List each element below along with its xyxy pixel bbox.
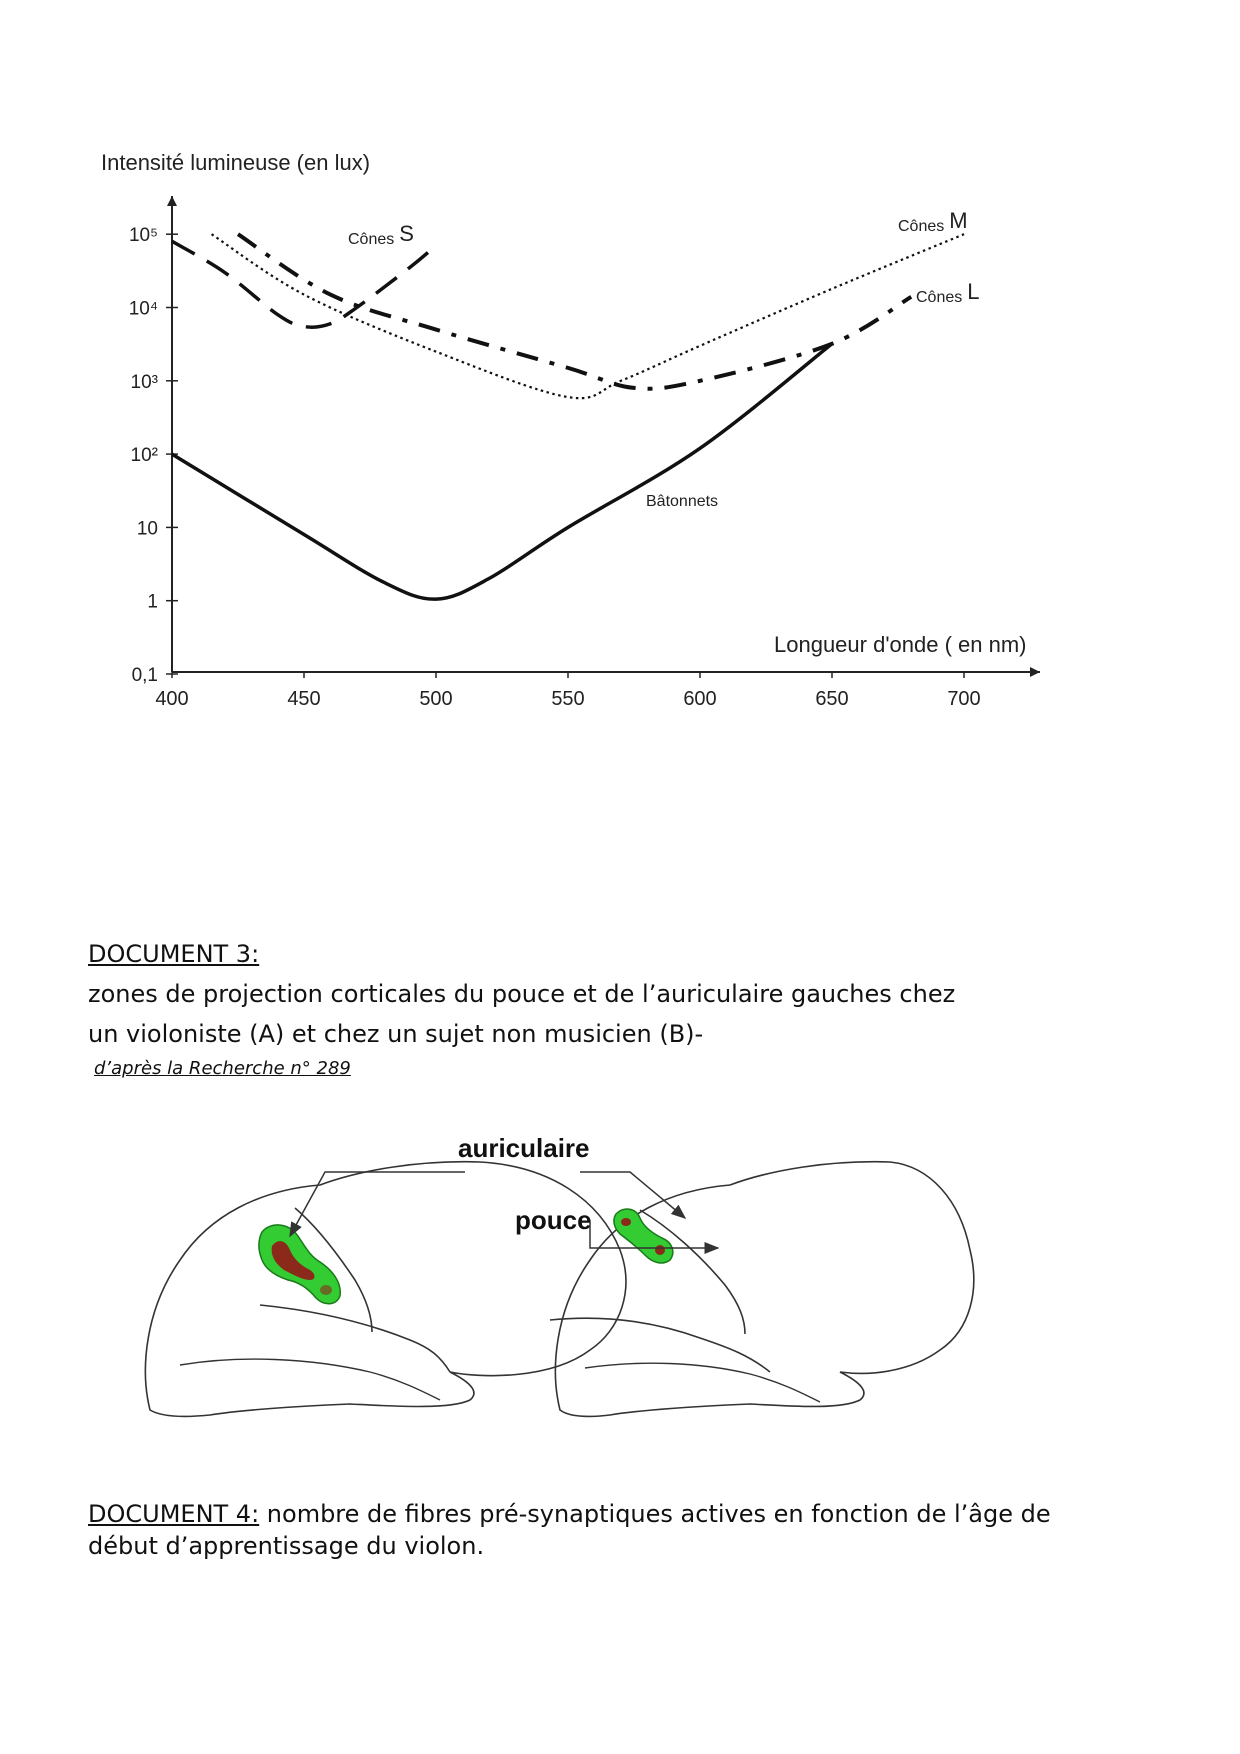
x-axis-label: Longueur d'onde ( en nm) [774, 632, 1027, 657]
x-tick-label: 400 [155, 688, 189, 710]
x-tick-label: 650 [815, 688, 849, 710]
y-tick-label: 0,1 [131, 665, 158, 686]
brain-figure [120, 1110, 1000, 1440]
series-labels [348, 208, 980, 510]
document-3 [88, 934, 1188, 1084]
y-tick-label: 10⁴ [128, 298, 158, 320]
y-ticks [129, 225, 178, 686]
series-layer [172, 234, 964, 599]
brain-a-lateral-sulcus [260, 1305, 450, 1372]
document-4 [88, 1498, 1108, 1562]
x-tick-label: 600 [683, 688, 717, 710]
chart-axes [167, 196, 1040, 677]
brain-a [145, 1162, 625, 1417]
sensitivity-chart [0, 0, 1240, 760]
y-tick-label: 10³ [130, 371, 158, 393]
series-line-c-nes-s [172, 241, 436, 327]
label-pouce: pouce [515, 1205, 592, 1235]
x-tick-label: 450 [287, 688, 321, 710]
brain-b-central-sulcus [640, 1210, 745, 1334]
brain-b-zone-inner-1 [621, 1218, 631, 1226]
x-ticks [155, 672, 980, 710]
document-3-source: d’après la Recherche n° 289 [94, 1058, 351, 1079]
y-tick-label: 10 [136, 518, 158, 540]
y-axis-arrow [167, 196, 177, 206]
x-axis-arrow [1030, 667, 1040, 677]
pointer-auriculaire-a [290, 1172, 465, 1236]
y-axis-label: Intensité lumineuse (en lux) [101, 150, 371, 175]
document-3-line-1: zones de projection corticales du pouce et de l’auriculaire gauches chez [88, 980, 956, 1008]
brain-b-zone-inner-2 [655, 1245, 665, 1255]
series-line-b-tonnets [172, 344, 832, 599]
series-line-c-nes-m [212, 234, 964, 398]
y-tick-label: 10² [130, 445, 158, 467]
x-tick-label: 500 [419, 688, 453, 710]
y-tick-label: 1 [147, 591, 158, 613]
document-4-text: nombre de fibres pré-synaptiques actives en fonction de l’âge de début d’apprentissage du violon. [88, 1500, 1051, 1560]
series-label-b-tonnets: Bâtonnets [646, 493, 719, 510]
series-label-c-nes-s: Cônes S [348, 221, 414, 248]
series-label-c-nes-l: Cônes L [916, 279, 980, 306]
document-3-heading: DOCUMENT 3: [88, 940, 260, 968]
x-tick-label: 550 [551, 688, 585, 710]
series-label-c-nes-m: Cônes M [898, 208, 968, 235]
series-line-c-nes-l [238, 234, 911, 389]
brain-b-zone-outer [614, 1209, 673, 1263]
brain-a-temporal-fold [180, 1359, 440, 1400]
brain-a-outline [145, 1162, 625, 1417]
x-tick-label: 700 [947, 688, 981, 710]
brain-b [550, 1162, 974, 1417]
document-4-heading: DOCUMENT 4: [88, 1500, 260, 1528]
label-auriculaire: auriculaire [458, 1133, 590, 1163]
brain-b-temporal-fold [585, 1363, 820, 1402]
brain-a-zone-spot [320, 1285, 332, 1295]
document-3-line-2: un violoniste (A) et chez un sujet non musicien (B)- [88, 1020, 704, 1048]
y-tick-label: 10⁵ [128, 225, 158, 247]
